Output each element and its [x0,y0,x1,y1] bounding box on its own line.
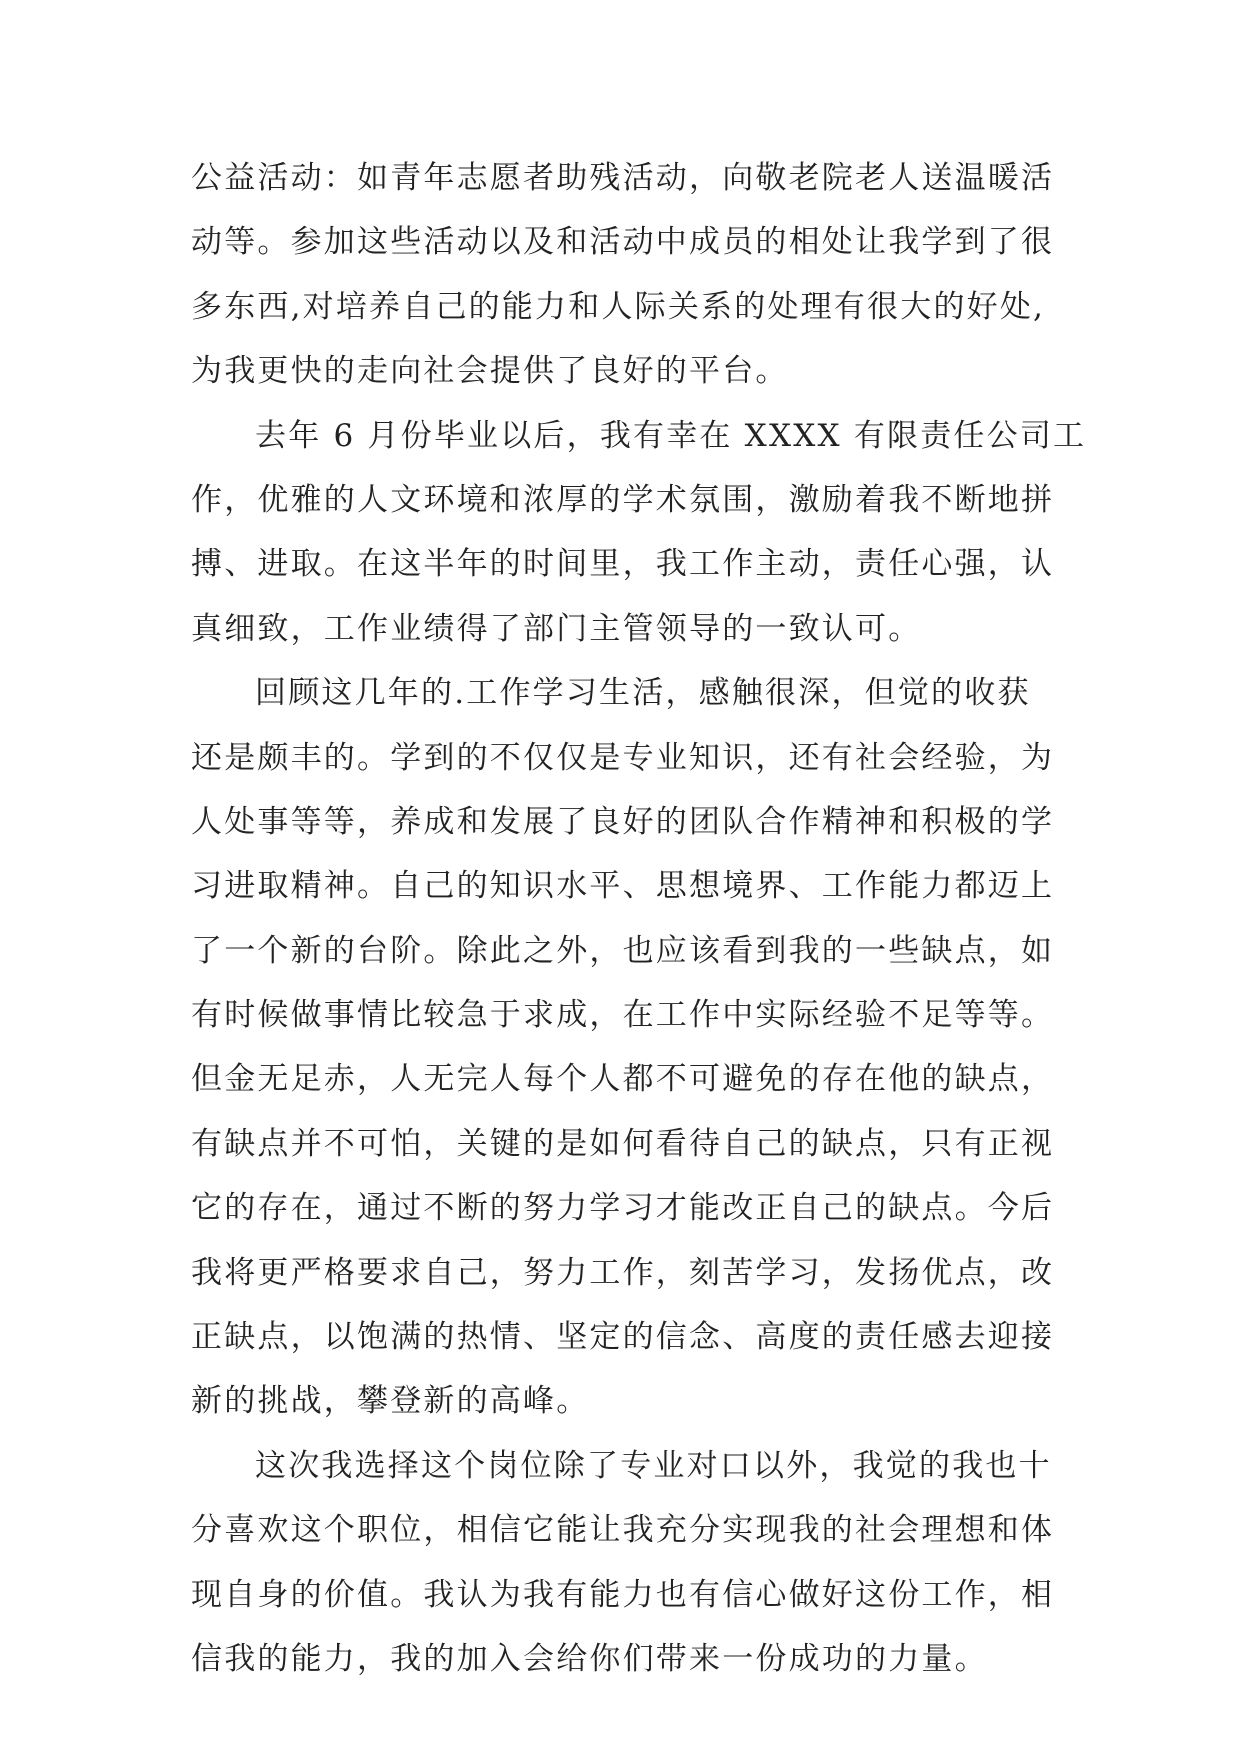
text-line: 我将更严格要求自己，努力工作，刻苦学习，发扬优点，改 [191,1254,1055,1291]
paragraph-first-line: 这次我选择这个岗位除了专业对口以外，我觉的我也十 [255,1447,1052,1484]
text-line: 为我更快的走向社会提供了良好的平台。 [191,353,789,390]
text-line: 正缺点，以饱满的热情、坚定的信念、高度的责任感去迎接 [191,1319,1055,1356]
text-line: 了一个新的台阶。除此之外，也应该看到我的一些缺点，如 [191,932,1055,969]
text-line: 新的挑战，攀登新的高峰。 [191,1383,590,1420]
text-line: 动等。参加这些活动以及和活动中成员的相处让我学到了很 [191,224,1055,261]
text-line: 有缺点并不可怕，关键的是如何看待自己的缺点，只有正视 [191,1125,1055,1162]
text-line: 习进取精神。自己的知识水平、思想境界、工作能力都迈上 [191,868,1055,905]
text-line: 多东西,对培养自己的能力和人际关系的处理有很大的好处, [191,288,1046,325]
text-line: 分喜欢这个职位，相信它能让我充分实现我的社会理想和体 [191,1512,1055,1549]
paragraph-first-line: 回顾这几年的.工作学习生活，感触很深，但觉的收获 [255,675,1031,712]
text-line: 人处事等等，养成和发展了良好的团队合作精神和积极的学 [191,803,1055,840]
paragraph-first-line: 去年 6 月份毕业以后，我有幸在 XXXX 有限责任公司工 [255,417,1087,454]
text-line: 搏、进取。在这半年的时间里，我工作主动，责任心强，认 [191,546,1055,583]
text-line: 真细致，工作业绩得了部门主管领导的一致认可。 [191,610,922,647]
text-line: 它的存在，通过不断的努力学习才能改正自己的缺点。今后 [191,1190,1055,1227]
text-line: 现自身的价值。我认为我有能力也有信心做好这份工作，相 [191,1576,1055,1613]
text-line: 公益活动：如青年志愿者助残活动，向敬老院老人送温暖活 [191,160,1055,196]
text-line: 作，优雅的人文环境和浓厚的学术氛围，激励着我不断地拼 [191,481,1055,518]
text-line: 还是颇丰的。学到的不仅仅是专业知识，还有社会经验，为 [191,739,1055,776]
text-line: 但金无足赤，人无完人每个人都不可避免的存在他的缺点， [191,1061,1055,1098]
document-body [191,160,1091,1705]
text-line: 有时候做事情比较急于求成，在工作中实际经验不足等等。 [191,997,1055,1034]
text-line: 信我的能力，我的加入会给你们带来一份成功的力量。 [191,1640,988,1677]
